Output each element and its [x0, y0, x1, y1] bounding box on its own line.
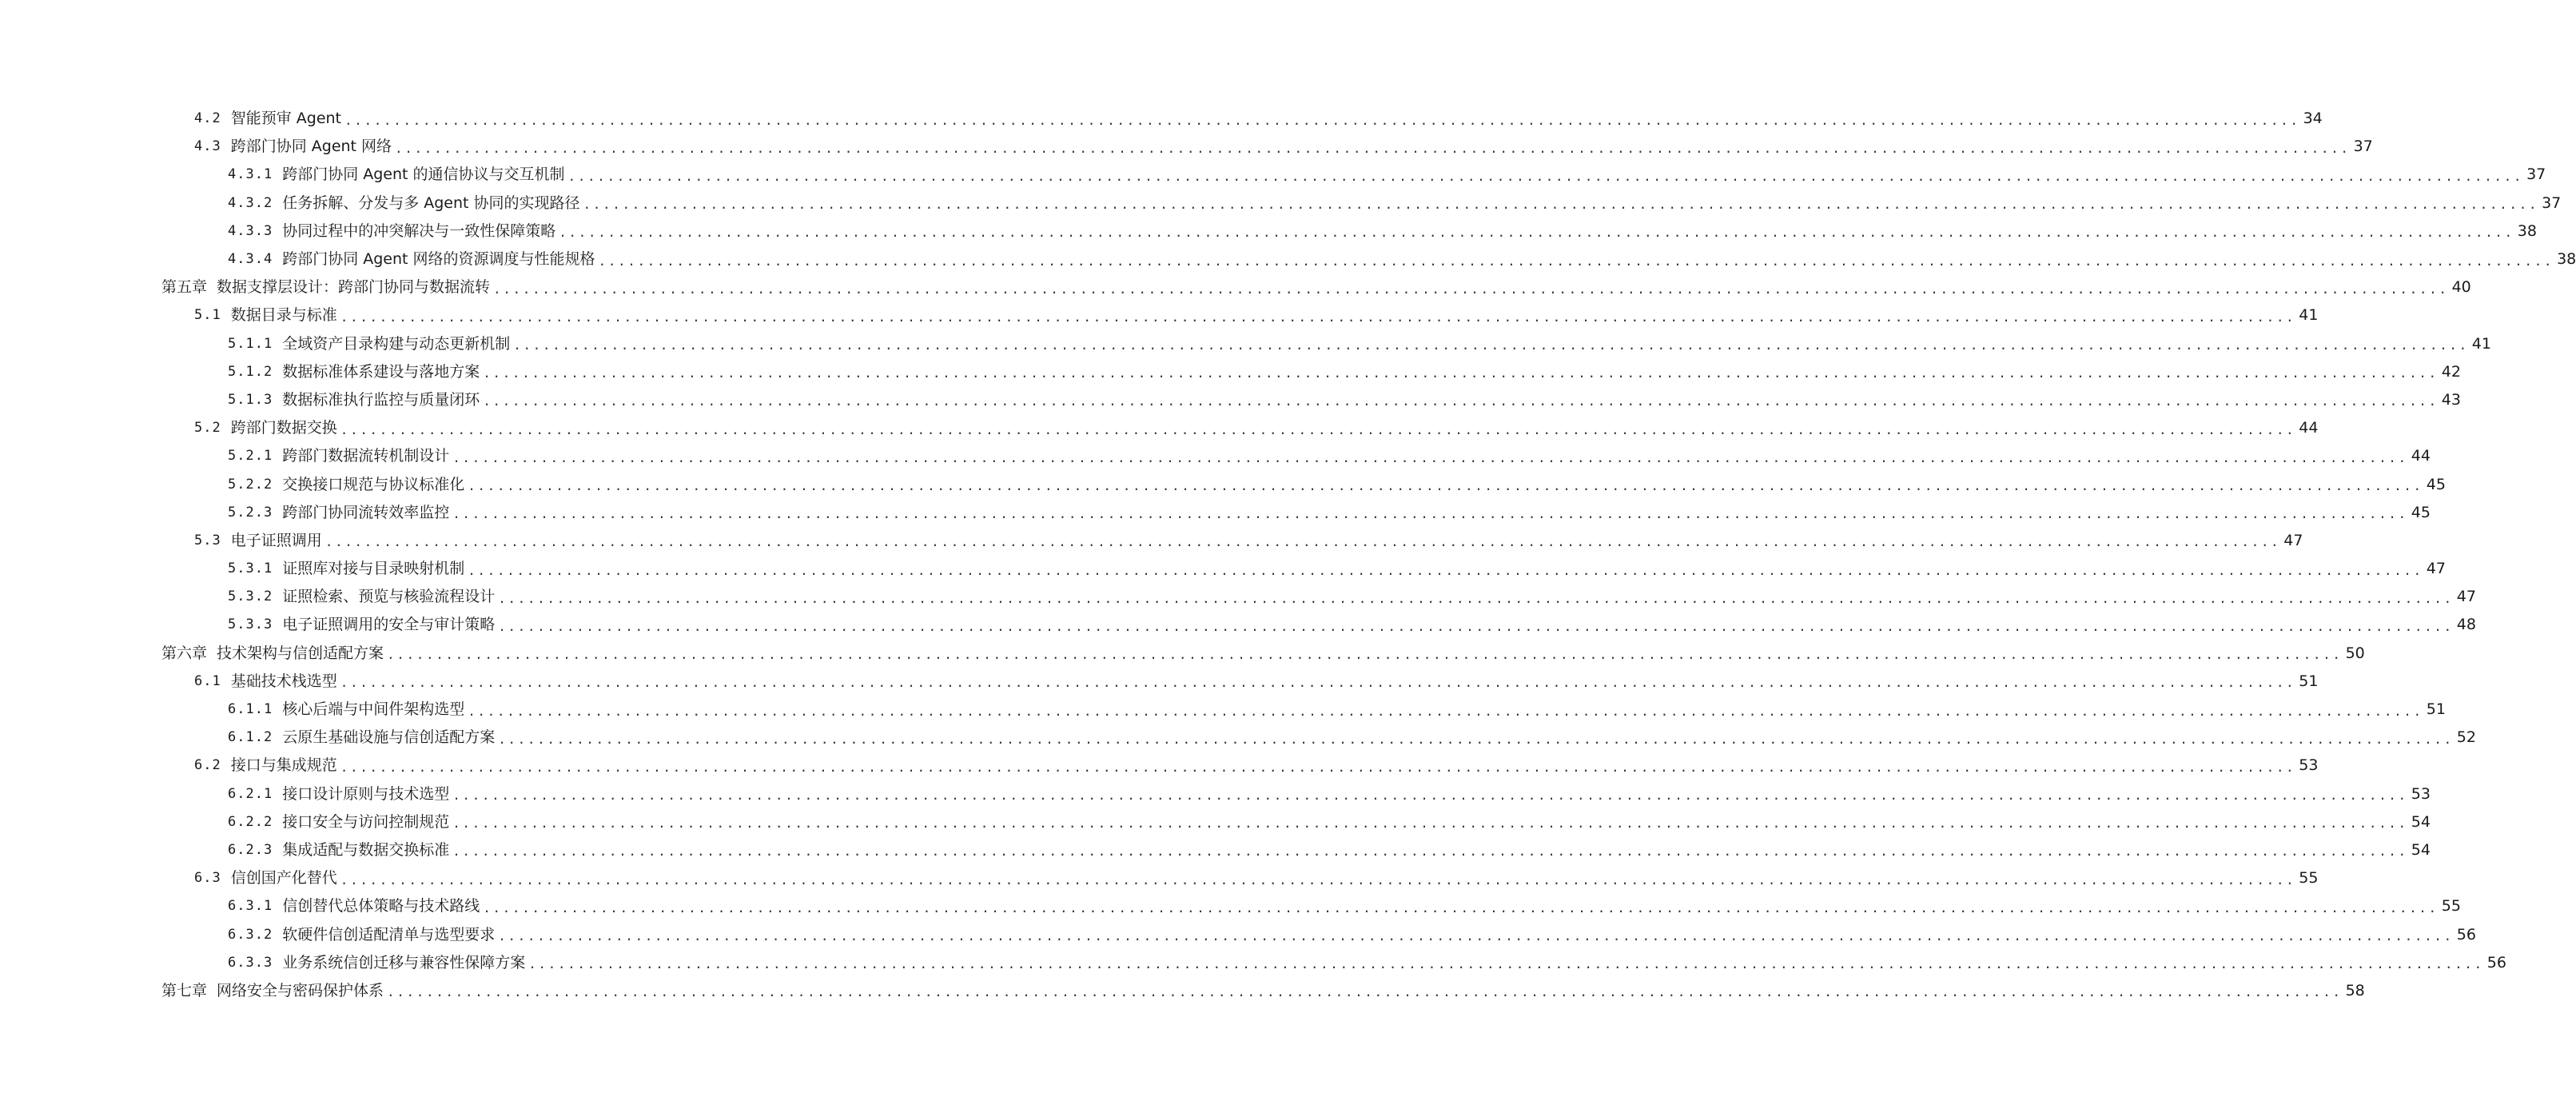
toc-entry-title: 证照检索、预览与核验流程设计 — [282, 588, 496, 606]
toc-dot-leader: ........................................................................................................................................................................................................ — [493, 281, 2449, 297]
toc-entry-title: 网络安全与密码保护体系 — [217, 981, 384, 999]
toc-subsection-entry[interactable] — [0, 696, 2446, 724]
toc-section-entry[interactable] — [0, 105, 2323, 133]
toc-entry-number: 4.3.4 — [228, 251, 273, 268]
toc-entry-number: 4.3.1 — [228, 166, 273, 183]
toc-entry-number: 6.1.1 — [228, 701, 273, 718]
toc-dot-leader: ........................................................................................................................................................................................................ — [387, 984, 2343, 1000]
toc-entry-number: 4.3.3 — [228, 222, 273, 239]
toc-entry-title: 接口与集成规范 — [230, 756, 337, 775]
toc-page-number: 51 — [2299, 672, 2319, 690]
toc-dot-leader: ........................................................................................................................................................................................................ — [452, 816, 2408, 832]
toc-subsection-entry[interactable] — [0, 583, 2476, 611]
toc-subsection-entry[interactable] — [0, 470, 2446, 498]
toc-page-number: 47 — [2426, 560, 2446, 578]
toc-entry-title: 跨部门协同 Agent 的通信协议与交互机制 — [282, 166, 565, 184]
toc-entry-number: 5.1.3 — [228, 391, 273, 408]
toc-page-number: 45 — [2411, 503, 2431, 521]
toc-page-number: 43 — [2441, 390, 2461, 409]
toc-dot-leader: ........................................................................................................................................................................................................ — [583, 197, 2539, 213]
toc-entry-number: 6.1 — [194, 672, 221, 689]
toc-subsection-entry[interactable] — [0, 442, 2431, 470]
table-of-contents — [0, 105, 2576, 1005]
toc-dot-leader: ........................................................................................................................................................................................................ — [559, 225, 2514, 241]
toc-dot-leader: ........................................................................................................................................................................................................ — [452, 449, 2408, 465]
toc-entry-number: 6.2.1 — [228, 785, 273, 802]
toc-page-number: 42 — [2441, 362, 2461, 381]
toc-entry-title: 跨部门数据交换 — [230, 419, 337, 437]
toc-entry-number: 4.3 — [194, 138, 221, 155]
toc-dot-leader: ........................................................................................................................................................................................................ — [468, 703, 2423, 719]
toc-subsection-entry[interactable] — [0, 780, 2431, 808]
toc-entry-title: 全域资产目录构建与动态更新机制 — [282, 334, 511, 353]
toc-dot-leader: ........................................................................................................................................................................................................ — [528, 956, 2484, 972]
toc-page-number: 47 — [2283, 531, 2303, 549]
toc-subsection-entry[interactable] — [0, 949, 2506, 977]
toc-subsection-entry[interactable] — [0, 358, 2461, 386]
toc-entry-title: 跨部门协同 Agent 网络的资源调度与性能规格 — [282, 250, 595, 269]
toc-page-number: 37 — [2526, 166, 2546, 184]
toc-subsection-entry[interactable] — [0, 386, 2461, 414]
toc-dot-leader: ........................................................................................................................................................................................................ — [483, 900, 2439, 916]
toc-page-number: 48 — [2456, 616, 2476, 634]
toc-dot-leader: ........................................................................................................................................................................................................ — [452, 788, 2408, 804]
toc-entry-number: 5.2.1 — [228, 448, 273, 465]
toc-entry-title: 数据目录与标准 — [230, 306, 337, 325]
toc-subsection-entry[interactable] — [0, 920, 2476, 948]
toc-page-number: 50 — [2345, 644, 2365, 662]
toc-entry-title: 跨部门协同流转效率监控 — [282, 503, 450, 521]
toc-section-entry[interactable] — [0, 752, 2319, 780]
toc-page-number: 56 — [2486, 953, 2506, 971]
toc-entry-title: 跨部门协同 Agent 网络 — [230, 138, 392, 156]
toc-entry-title: 数据标准执行监控与质量闭环 — [282, 390, 480, 409]
toc-dot-leader: ........................................................................................................................................................................................................ — [468, 478, 2423, 494]
toc-subsection-entry[interactable] — [0, 555, 2446, 583]
toc-dot-leader: ........................................................................................................................................................................................................ — [498, 731, 2454, 747]
toc-dot-leader: ........................................................................................................................................................................................................ — [344, 112, 2300, 128]
toc-page-number: 52 — [2456, 728, 2476, 747]
toc-section-entry[interactable] — [0, 668, 2319, 696]
toc-entry-title: 信创替代总体策略与技术路线 — [282, 897, 480, 916]
toc-dot-leader: ........................................................................................................................................................................................................ — [340, 872, 2296, 888]
toc-entry-title: 电子证照调用的安全与审计策略 — [282, 616, 496, 634]
toc-dot-leader: ........................................................................................................................................................................................................ — [498, 618, 2454, 634]
toc-page-number: 37 — [2353, 138, 2373, 156]
toc-chapter-entry[interactable] — [0, 977, 2365, 1005]
toc-entry-number: 5.2.2 — [228, 476, 273, 493]
toc-entry-title: 数据支撑层设计：跨部门协同与数据流转 — [217, 278, 491, 297]
toc-entry-title: 技术架构与信创适配方案 — [217, 644, 384, 662]
toc-chapter-entry[interactable] — [0, 273, 2471, 301]
toc-dot-leader: ........................................................................................................................................................................................................ — [567, 168, 2524, 184]
toc-entry-number: 6.2 — [194, 757, 221, 774]
toc-page-number: 55 — [2441, 897, 2461, 916]
toc-subsection-entry[interactable] — [0, 499, 2431, 527]
toc-entry-number: 6.3.3 — [228, 954, 273, 971]
toc-entry-number: 6.2.3 — [228, 841, 273, 858]
toc-entry-number: 5.1.2 — [228, 363, 273, 380]
toc-dot-leader: ........................................................................................................................................................................................................ — [468, 562, 2423, 578]
toc-entry-number: 第五章 — [161, 278, 208, 297]
toc-entry-title: 协同过程中的冲突解决与一致性保障策略 — [282, 221, 556, 240]
toc-entry-number: 第七章 — [161, 981, 208, 999]
toc-page-number: 55 — [2299, 869, 2319, 888]
toc-section-entry[interactable] — [0, 414, 2319, 442]
toc-dot-leader: ........................................................................................................................................................................................................ — [598, 253, 2554, 269]
toc-entry-number: 5.3.3 — [228, 616, 273, 633]
toc-entry-title: 跨部门数据流转机制设计 — [282, 447, 450, 465]
toc-dot-leader: ........................................................................................................................................................................................................ — [340, 759, 2296, 775]
toc-dot-leader: ........................................................................................................................................................................................................ — [387, 647, 2343, 663]
toc-page-number: 58 — [2345, 981, 2365, 999]
toc-entry-number: 5.2 — [194, 420, 221, 437]
toc-dot-leader: ........................................................................................................................................................................................................ — [483, 365, 2439, 381]
toc-entry-number: 5.2.3 — [228, 504, 273, 521]
toc-subsection-entry[interactable] — [0, 189, 2562, 217]
toc-page-number: 40 — [2451, 278, 2471, 297]
toc-section-entry[interactable] — [0, 864, 2319, 892]
toc-entry-title: 任务拆解、分发与多 Agent 协同的实现路径 — [282, 193, 580, 212]
toc-page-number: 45 — [2426, 475, 2446, 493]
toc-entry-number: 6.1.2 — [228, 729, 273, 746]
toc-entry-title: 基础技术栈选型 — [230, 672, 337, 690]
toc-dot-leader: ........................................................................................................................................................................................................ — [324, 534, 2281, 550]
toc-entry-title: 证照库对接与目录映射机制 — [282, 560, 465, 578]
toc-entry-number: 6.3.1 — [228, 898, 273, 915]
toc-page-number: 53 — [2411, 784, 2431, 803]
toc-entry-number: 6.3.2 — [228, 926, 273, 943]
toc-page-number: 44 — [2299, 419, 2319, 437]
toc-entry-number: 6.2.2 — [228, 813, 273, 830]
toc-entry-title: 信创国产化替代 — [230, 869, 337, 888]
toc-dot-leader: ........................................................................................................................................................................................................ — [513, 337, 2469, 353]
toc-dot-leader: ........................................................................................................................................................................................................ — [340, 675, 2296, 691]
toc-subsection-entry[interactable] — [0, 724, 2476, 752]
toc-page-number: 51 — [2426, 700, 2446, 719]
toc-section-entry[interactable] — [0, 133, 2373, 161]
toc-page-number: 37 — [2542, 193, 2562, 212]
toc-page-number: 38 — [2517, 221, 2537, 240]
toc-subsection-entry[interactable] — [0, 808, 2431, 836]
toc-page-number: 38 — [2557, 250, 2576, 269]
toc-page-number: 44 — [2411, 447, 2431, 465]
toc-entry-title: 智能预审 Agent — [230, 110, 341, 128]
toc-entry-number: 5.3 — [194, 532, 221, 549]
toc-page-number: 41 — [2471, 334, 2491, 353]
toc-entry-title: 数据标准体系建设与落地方案 — [282, 362, 480, 381]
toc-dot-leader: ........................................................................................................................................................................................................ — [340, 309, 2296, 325]
toc-dot-leader: ........................................................................................................................................................................................................ — [340, 421, 2296, 437]
toc-chapter-entry[interactable] — [0, 640, 2365, 668]
toc-section-entry[interactable] — [0, 301, 2319, 329]
toc-page-number: 56 — [2456, 925, 2476, 943]
toc-dot-leader: ........................................................................................................................................................................................................ — [452, 506, 2408, 522]
toc-entry-title: 电子证照调用 — [230, 531, 322, 549]
toc-page-number: 41 — [2299, 306, 2319, 325]
toc-entry-number: 5.3.2 — [228, 588, 273, 605]
toc-subsection-entry[interactable] — [0, 892, 2461, 920]
toc-entry-number: 5.1 — [194, 307, 221, 324]
toc-entry-title: 交换接口规范与协议标准化 — [282, 475, 465, 493]
toc-entry-number: 6.3 — [194, 870, 221, 887]
toc-entry-title: 业务系统信创迁移与兼容性保障方案 — [282, 953, 526, 971]
toc-entry-title: 接口设计原则与技术选型 — [282, 784, 450, 803]
toc-subsection-entry[interactable] — [0, 161, 2546, 189]
toc-dot-leader: ........................................................................................................................................................................................................ — [395, 140, 2351, 156]
toc-subsection-entry[interactable] — [0, 836, 2431, 864]
toc-entry-title: 软硬件信创适配清单与选型要求 — [282, 925, 496, 943]
toc-entry-number: 5.1.1 — [228, 335, 273, 352]
toc-entry-number: 5.3.1 — [228, 560, 273, 577]
toc-page-number: 34 — [2303, 110, 2323, 128]
toc-subsection-entry[interactable] — [0, 330, 2491, 358]
toc-dot-leader: ........................................................................................................................................................................................................ — [498, 928, 2454, 944]
toc-dot-leader: ........................................................................................................................................................................................................ — [483, 393, 2439, 409]
toc-entry-number: 4.3.2 — [228, 194, 273, 211]
toc-entry-title: 集成适配与数据交换标准 — [282, 840, 450, 859]
toc-subsection-entry[interactable] — [0, 217, 2537, 245]
toc-subsection-entry[interactable] — [0, 611, 2476, 639]
toc-page-number: 54 — [2411, 812, 2431, 831]
toc-page-number: 47 — [2456, 588, 2476, 606]
toc-entry-number: 第六章 — [161, 644, 208, 662]
toc-entry-title: 云原生基础设施与信创适配方案 — [282, 728, 496, 747]
toc-dot-leader: ........................................................................................................................................................................................................ — [498, 590, 2454, 606]
toc-entry-title: 核心后端与中间件架构选型 — [282, 700, 465, 719]
toc-entry-number: 4.2 — [194, 110, 221, 127]
toc-dot-leader: ........................................................................................................................................................................................................ — [452, 844, 2408, 860]
toc-subsection-entry[interactable] — [0, 245, 2576, 273]
toc-page-number: 53 — [2299, 756, 2319, 775]
toc-section-entry[interactable] — [0, 527, 2303, 555]
toc-entry-title: 接口安全与访问控制规范 — [282, 812, 450, 831]
toc-page-number: 54 — [2411, 840, 2431, 859]
